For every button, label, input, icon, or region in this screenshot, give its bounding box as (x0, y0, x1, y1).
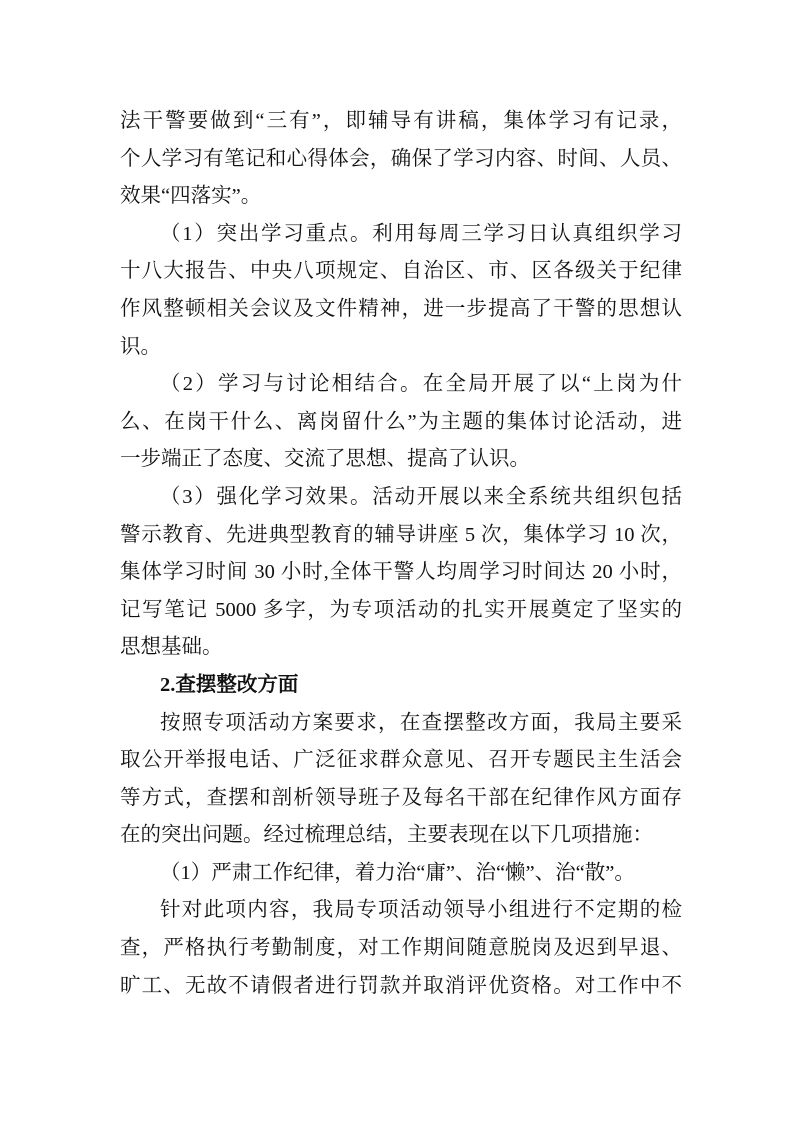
text-line: （3）强化学习效果。活动开展以来全系统共组织包括 (160, 485, 682, 508)
text-line: 查，严格执行考勤制度，对工作期间随意脱岗及迟到早退、 (120, 937, 682, 960)
text-line: 法干警要做到“三有”，即辅导有讲稿，集体学习有记录， (120, 110, 682, 132)
text-line: 在的突出问题。经过梳理总结，主要表现在以下几项措施： (120, 824, 653, 847)
text-line: 按照专项活动方案要求，在查摆整改方面，我局主要采 (160, 711, 682, 734)
text-line: 警示教育、先进典型教育的辅导讲座 5 次，集体学习 10 次， (120, 523, 682, 546)
text-line: 作风整顿相关会议及文件精神，进一步提高了干警的思想认 (120, 297, 682, 320)
text-line: （1）突出学习重点。利用每周三学习日认真组织学习 (160, 222, 682, 245)
paragraph (120, 705, 682, 855)
text-line: 么、在岗干什么、离岗留什么”为主题的集体讨论活动，进 (120, 410, 682, 433)
text-line: 个人学习有笔记和心得体会，确保了学习内容、时间、人员、 (120, 147, 682, 170)
paragraph (120, 479, 682, 667)
text-line: 等方式，查摆和剖析领导班子及每名干部在纪律作风方面存 (120, 786, 682, 809)
paragraph (120, 366, 682, 479)
section-heading (120, 667, 682, 705)
text-line: 针对此项内容，我局专项活动领导小组进行不定期的检 (160, 899, 682, 922)
text-line: 效果“四落实”。 (120, 185, 262, 208)
text-line: 集体学习时间 30 小时,全体干警人均周学习时间达 20 小时， (120, 561, 682, 584)
text-line: 2.查摆整改方面 (160, 673, 299, 696)
text-line: 一步端正了态度、交流了思想、提高了认识。 (120, 448, 530, 471)
text-line: （1）严肃工作纪律，着力治“庸”、治“懒”、治“散”。 (160, 861, 635, 884)
text-line: 取公开举报电话、广泛征求群众意见、召开专题民主生活会 (120, 749, 682, 772)
text-line: 十八大报告、中央八项规定、自治区、市、区各级关于纪律 (120, 260, 682, 283)
paragraph (120, 855, 682, 893)
paragraph (120, 216, 682, 366)
document-page (120, 103, 682, 1005)
text-line: 识。 (120, 335, 161, 358)
paragraph (120, 103, 682, 216)
text-line: 记写笔记 5000 多字，为专项活动的扎实开展奠定了坚实的 (120, 598, 682, 621)
paragraph (120, 892, 682, 1005)
text-line: 思想基础。 (120, 636, 223, 659)
text-line: （2）学习与讨论相结合。在全局开展了以“上岗为什 (160, 373, 682, 396)
text-line: 旷工、无故不请假者进行罚款并取消评优资格。对工作中不 (120, 974, 682, 997)
